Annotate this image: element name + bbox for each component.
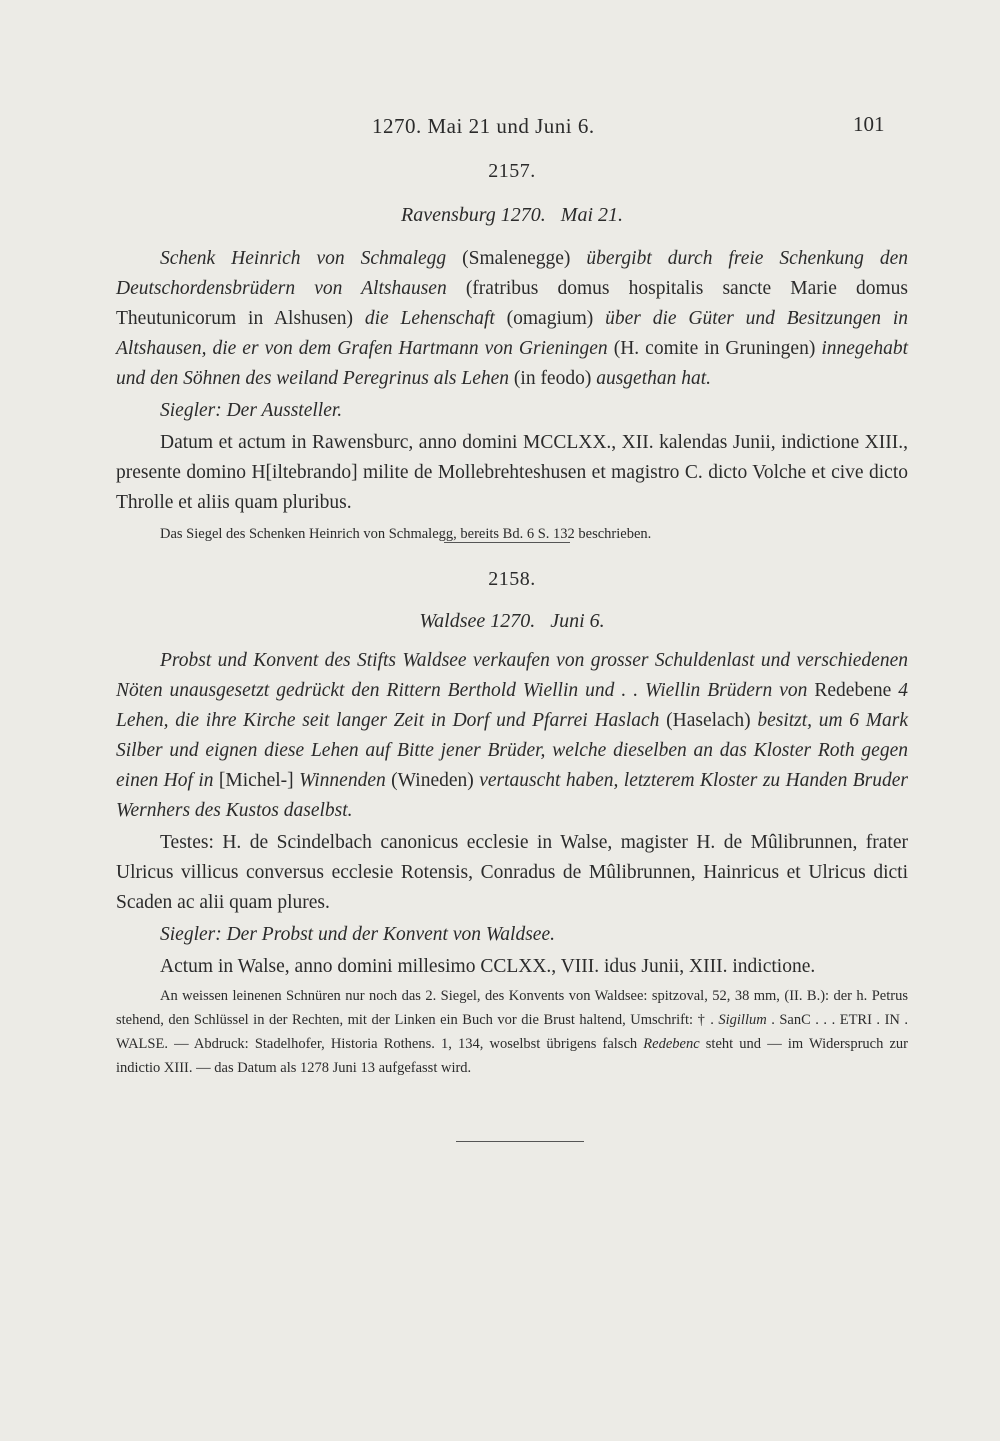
- doc-2158-note: [116, 984, 908, 1080]
- doc-2158-siegler: Siegler: Der Probst und der Konvent von Waldsee.: [160, 924, 555, 945]
- italic-run: ausgethan hat.: [596, 368, 712, 389]
- roman-run: . SanC . . . ETRI . IN . WALSE. — Abdruck: Stadelhofer, Historia Rothens. 1, 134, woselbst übrigens falsch: [116, 1012, 909, 1052]
- roman-run: (Wineden): [385, 770, 480, 791]
- running-head-title: 1270. Mai 21 und Juni 6.: [372, 114, 595, 138]
- doc-2157-regest: [116, 244, 908, 394]
- doc-2158-body: [116, 646, 908, 1080]
- italic-run: Probst und Konvent des Stifts Waldsee verkaufen von grosser Schuldenlast und verschiedenen Nöten unausgesetzt gedrückt den Rittern Berthold Wiellin und . . Wiellin Brüdern von: [116, 650, 908, 701]
- end-divider: [456, 1141, 584, 1142]
- section-divider: [444, 542, 570, 543]
- roman-run: An weissen leinenen Schnüren nur noch das 2. Siegel, des Konvents von Waldsee: spitzoval, 52, 38 mm, (II. B.): der h. Petrus stehend, den Schlüssel in der Rechten, mit der Linken ein Buch vor die Brust haltend, Umschrift: † .: [116, 988, 908, 1028]
- doc-2158-number: 2158.: [488, 568, 536, 590]
- italic-run: übergibt durch freie Schenkung den Deutschordensbrüdern von Altshausen: [116, 248, 908, 299]
- running-head: [0, 114, 1000, 144]
- italic-run: Schenk Heinrich von Schmalegg: [160, 248, 447, 269]
- doc-2157-datum: Datum et actum in Rawensburc, anno domini MCCLXX., XII. kalendas Junii, indictione XIII., presente domino H[iltebrando] milite de Mollebrehteshusen et magistro C. dicto Volche et cive dicto Throlle et aliis quam pluribus.: [116, 432, 908, 513]
- doc-2158-regest: [116, 646, 908, 826]
- doc-2158-testes: Testes: H. de Scindelbach canonicus ecclesie in Walse, magister H. de Mûlibrunnen, frater Ulricus villicus conversus ecclesie Rotensis, Conradus de Mûlibrunnen, Hainricus et Ulricus dicti Scaden ac alii quam plures.: [116, 832, 908, 913]
- italic-run: über die Güter und Besitzungen in Altshausen, die er von dem Grafen Hartmann von Grieningen: [116, 308, 909, 359]
- doc-2157-place-date: Ravensburg 1270. Mai 21.: [400, 204, 623, 226]
- italic-run: innegehabt und den Söhnen des weiland Peregrinus als Lehen: [116, 338, 908, 389]
- doc-2158-actum: Actum in Walse, anno domini millesimo CCLXX., VIII. idus Junii, XIII. indictione.: [160, 956, 816, 977]
- roman-run: (fratribus domus hospitalis sancte Marie domus Theutunicorum in Alshusen): [116, 278, 908, 329]
- roman-run: steht und — im Widerspruch zur indictio XIII. — das Datum als 1278 Juni 13 aufgefasst wird.: [116, 1036, 908, 1076]
- doc-2157-body: [116, 244, 908, 546]
- roman-run: (Haselach): [659, 710, 758, 731]
- roman-run: (in feodo): [509, 368, 597, 389]
- doc-2157-siegler: Siegler: Der Aussteller.: [160, 400, 343, 421]
- roman-run: Redebene: [807, 680, 899, 701]
- roman-run: (omagium): [494, 308, 606, 329]
- roman-run: (H. comite in Gruningen): [607, 338, 822, 359]
- italic-run: 4 Lehen, die ihre Kirche seit langer Zeit in Dorf und Pfarrei Haslach: [116, 680, 908, 731]
- italic-run: Redebenc: [643, 1036, 700, 1052]
- italic-run: Winnenden: [299, 770, 386, 791]
- doc-2158-place-date: Waldsee 1270. Juni 6.: [419, 610, 605, 632]
- roman-run: [Michel-]: [213, 770, 300, 791]
- italic-run: die Lehenschaft: [364, 308, 495, 329]
- page-number: 101: [853, 112, 885, 136]
- roman-run: (Smalenegge): [446, 248, 587, 269]
- doc-2157-number: 2157.: [488, 160, 536, 182]
- italic-run: besitzt, um 6 Mark Silber und eignen diese Lehen auf Bitte jener Brüder, welche dieselben an das Kloster Roth gegen einen Hof in: [116, 710, 909, 791]
- italic-run: vertauscht haben, letzterem Kloster zu Handen Bruder Wernhers des Kustos daselbst.: [116, 770, 908, 821]
- italic-run: Sigillum: [718, 1012, 767, 1028]
- doc-2157-note: Das Siegel des Schenken Heinrich von Schmalegg, bereits Bd. 6 S. 132 beschrieben.: [160, 526, 652, 542]
